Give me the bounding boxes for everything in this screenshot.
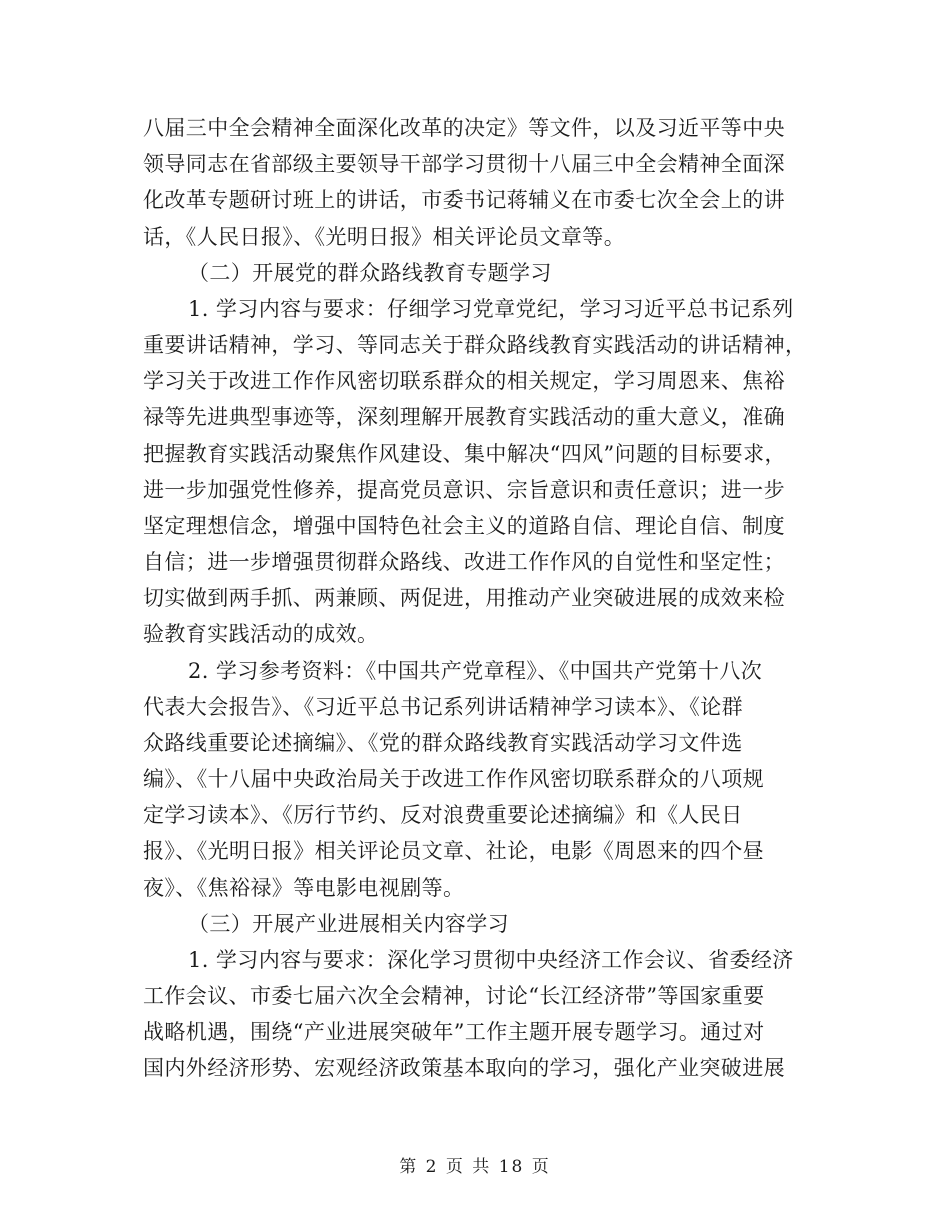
text-line: 夜》、《焦裕禄》等电影电视剧等。 [143,876,465,900]
text-line: 自信；进一步增强贯彻群众路线、改进工作作风的自觉性和坚定性； [143,550,785,574]
text-line: 话，《人民日报》、《光明日报》相关评论员文章等。 [143,225,626,249]
text-line: 把握教育实践活动聚焦作风建设、集中解决“四风”问题的目标要求， [143,442,786,466]
text-line: 工作会议、市委七届六次全会精神，讨论“长江经济带”等国家重要 [143,984,765,1008]
text-line: 禄等先进典型事迹等，深刻理解开展教育实践活动的重大意义，准确 [143,405,785,429]
text-line: 进一步加强党性修养，提高党员意识、宗旨意识和责任意识；进一步 [143,478,785,502]
text-line: 化改革专题研讨班上的讲话，市委书记蒋辅义在市委七次全会上的讲 [143,188,785,212]
text-line: 战略机遇，围绕“产业进展突破年”工作主题开展专题学习。通过对 [143,1020,765,1044]
text-line: 1. 学习内容与要求：深化学习贯彻中央经济工作会议、省委经济 [188,948,794,972]
text-line: 代表大会报告》、《习近平总书记系列讲话精神学习读本》、《论群 [143,695,743,719]
text-line: 重要讲话精神，学习、等同志关于群众路线教育实践活动的讲话精神， [143,333,807,357]
text-line: 领导同志在省部级主要领导干部学习贯彻十八届三中全会精神全面深 [143,152,785,176]
text-line: 坚定理想信念，增强中国特色社会主义的道路自信、理论自信、制度 [143,514,785,538]
text-line: 报》、《光明日报》相关评论员文章、社论，电影《周恩来的四个昼 [143,839,764,863]
page-number-footer: 第 2 页 共 18 页 [399,1157,551,1177]
text-line: 学习关于改进工作作风密切联系群众的相关规定，学习周恩来、焦裕 [143,369,785,393]
text-line: 1. 学习内容与要求：仔细学习党章党纪，学习习近平总书记系列 [188,297,794,321]
section-heading: （二）开展党的群众路线教育专题学习 [188,261,552,285]
text-line: 2. 学习参考资料：《中国共产党章程》、《中国共产党第十八次 [188,659,763,683]
text-line: 验教育实践活动的成效。 [143,622,379,646]
text-line: 众路线重要论述摘编》、《党的群众路线教育实践活动学习文件选 [143,731,743,755]
text-line: 切实做到两手抓、两兼顾、两促进，用推动产业突破进展的成效来检 [143,586,785,610]
text-line: 八届三中全会精神全面深化改革的决定》等文件，以及习近平等中央 [143,116,785,140]
text-line: 定学习读本》、《厉行节约、反对浪费重要论述摘编》和《人民日 [143,803,743,827]
text-line: 编》、《十八届中央政治局关于改进工作作风密切联系群众的八项规 [143,767,764,791]
text-line: 国内外经济形势、宏观经济政策基本取向的学习，强化产业突破进展 [143,1056,785,1080]
section-heading: （三）开展产业进展相关内容学习 [188,912,509,936]
